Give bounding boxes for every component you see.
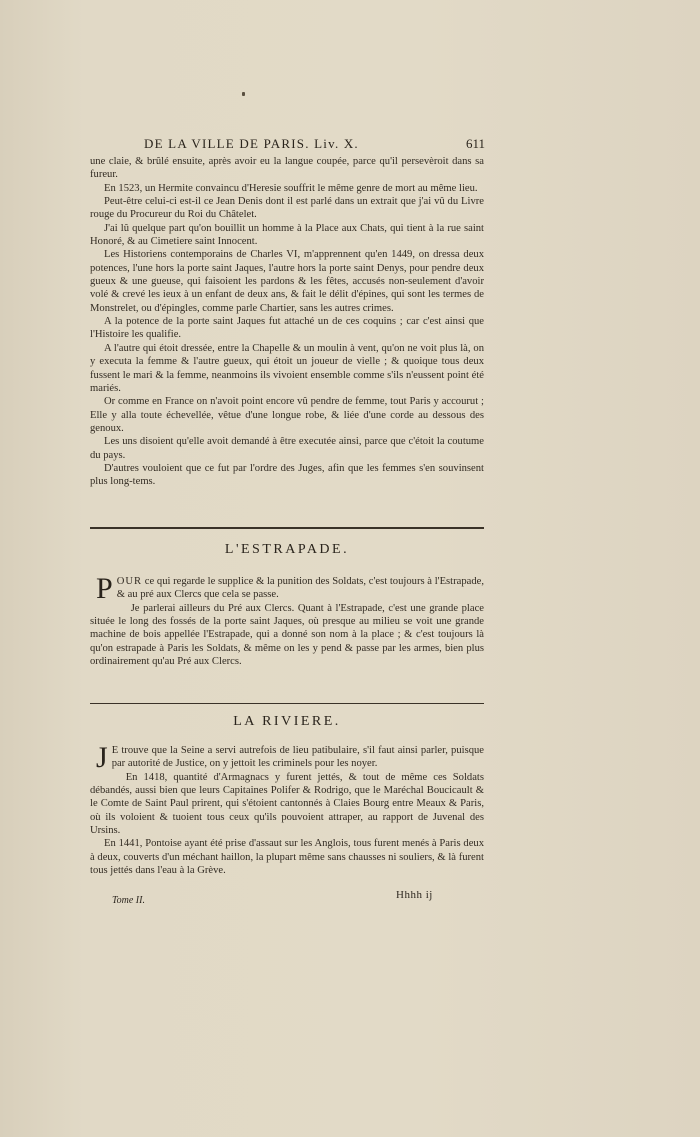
paragraph: Les Historiens contemporains de Charles VI, m'apprennent qu'en 1449, on dressa deux potences, l'une hors la porte saint Jaques, l'autre hors la porte saint Denys, pour pendre deux gueux & une gueuse, qui faisoient les pardons & les fêtes, accusés non-seulement d'avoir volé & crevé les ieux à un enfant de deux ans, & fait le délit d'épines, qui sont les termes de Monstrelet, ou d'épingles, comme parle Chartier, sans les autres crimes.: [90, 249, 484, 314]
paragraph: J'ai lû quelque part qu'on bouillit un homme à la Place aux Chats, qui tient à la rue saint Honoré, & au Cimetiere saint Innocent.: [90, 222, 484, 248]
section-rule: [90, 527, 484, 529]
paragraph: En 1523, un Hermite convaincu d'Heresie souffrit le même genre de mort au même lieu.: [104, 182, 478, 194]
paragraph: Peut-être celui-ci est-il ce Jean Denis dont il est parlé dans un extrait que j'ai vû du Livre rouge du Procureur du Roi du Châtelet.: [90, 196, 484, 221]
paragraph: En 1441, Pontoise ayant été prise d'assaut sur les Anglois, tous furent menés à Paris deux à deux, couverts d'un méchant haillon, la plupart même sans chausses ni souliers, & là furent tous jettés dans l'eau à la Grève.: [90, 838, 484, 877]
section-rule: [90, 703, 484, 704]
paragraph: D'autres vouloient que ce fut par l'ordre des Juges, afin que les femmes s'en souvinsent plus long-tems.: [90, 462, 484, 488]
paragraph-text: E trouve que la Seine a servi autrefois de lieu patibulaire, s'il faut ainsi parler, puisque par autorité de Justice, on y jettoit les criminels pour les noyer.: [111, 745, 484, 770]
signature-mark: Hhhh ij: [396, 889, 433, 901]
section-title-estrapade: L'ESTRAPADE.: [224, 542, 350, 557]
estrapade-text-block: [90, 572, 484, 668]
drop-cap: P: [96, 572, 113, 605]
paragraph: Les uns disoient qu'elle avoit demandé à être executée ainsi, parce que c'étoit la coutume du pays.: [90, 436, 484, 461]
section-title-riviere: LA RIVIERE.: [233, 714, 341, 729]
first-word: OUR: [116, 576, 143, 587]
paragraph: En 1418, quantité d'Armagnacs y furent jettés, & tout de même ces Soldats débandés, aussi bien que leurs Capitaines Polifer & Rodrigo, que le Maréchal Boucicault & le Comte de Saint Paul prirent, qui s'étoient cantonnés à Claies Bourg entre Meaux & Paris, où ils voloient & tuoient tous ceux qu'ils pouvoient attraper, au rapport de Juvenal des Ursins.: [90, 771, 484, 837]
paragraph-with-dropcap: [90, 741, 484, 774]
paragraph-text: ce qui regarde le supplice & la punition des Soldats, c'est toujours à l'Estrapade, & au pré aux Clercs que cela se passe.: [116, 576, 484, 601]
riviere-text-block: [90, 741, 484, 877]
paragraph: Je parlerai ailleurs du Pré aux Clercs. Quant à l'Estrapade, c'est une grande place située le long des fossés de la porte saint Jaques, où presque au milieu se voit une grande machine de bois appellée l'Estrapade, qui a donné son nom à la place ; & c'est toujours là qu'on estrapade à Paris les Soldats, & même on les y pend & passe par les armes, bien plus ordinairement qu'au Pré aux Clercs.: [90, 602, 484, 668]
top-text-block: [90, 155, 484, 489]
drop-cap: J: [96, 741, 108, 774]
paragraph: A la potence de la porte saint Jaques fut attaché un de ces coquins ; car c'est ainsi que l'Histoire les qualifie.: [90, 316, 484, 341]
running-title: DE LA VILLE DE PARIS. Liv. X.: [144, 136, 359, 151]
paragraph: une claie, & brûlé ensuite, après avoir eu la langue coupée, parce qu'il persevèroit dans sa fureur.: [90, 156, 484, 181]
paragraph-with-dropcap: [90, 572, 484, 605]
paragraph: A l'autre qui étoit dressée, entre la Chapelle & un moulin à vent, qu'on ne voit plus là, on y executa la femme & l'autre gueux, qui étoit un joueur de vielle ; & quoique tous deux fussent le mari & la femme, neanmoins ils vivoient ensemble comme s'ils n'eussent point été mariés.: [90, 342, 484, 394]
page-number: 611: [465, 136, 485, 151]
volume-label: Tome II.: [112, 895, 145, 906]
paragraph: Or comme en France on n'avoit point encore vû pendre de femme, tout Paris y accourut ; Elle y alla toute échevellée, vêtue d'une longue robe, & liée d'une corde au dessous des genoux.: [90, 396, 484, 434]
ink-mark: [242, 92, 245, 96]
